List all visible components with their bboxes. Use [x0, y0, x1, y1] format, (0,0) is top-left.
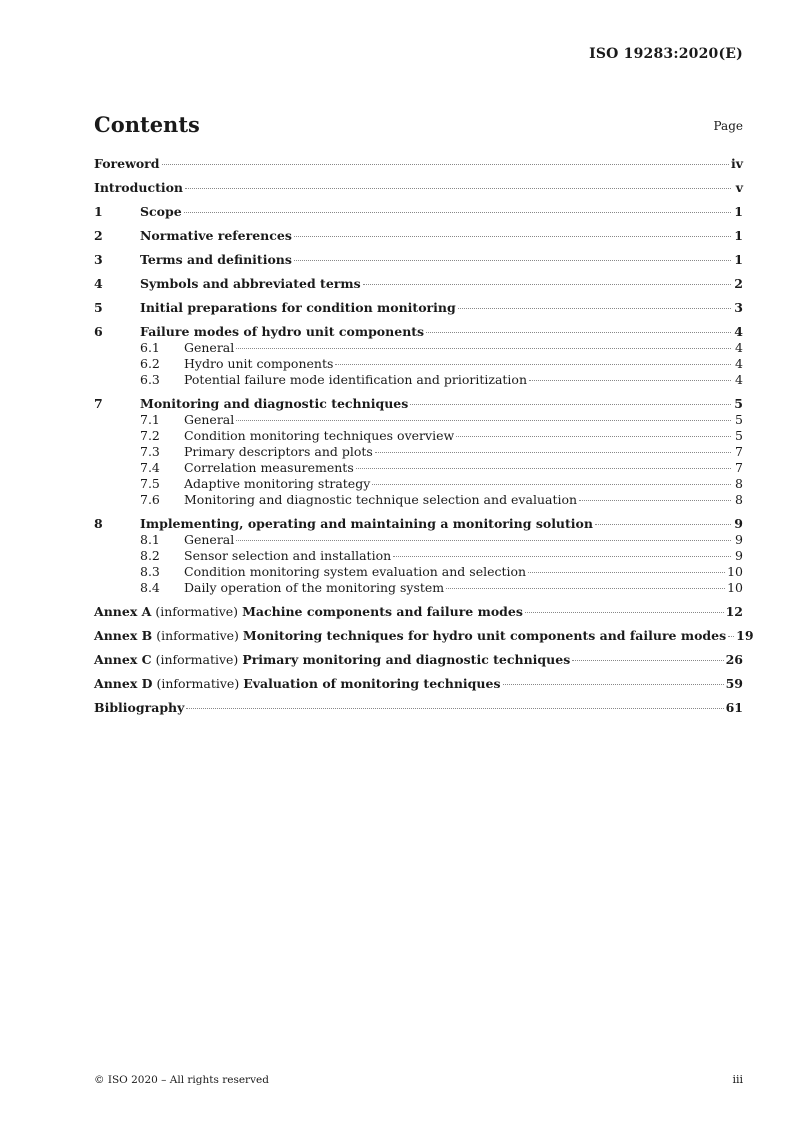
toc-dot-leader: [356, 468, 731, 469]
toc-dot-leader: [529, 380, 731, 381]
toc-entry[interactable]: [94, 356, 743, 372]
toc-entry-number: 6.2: [140, 356, 160, 371]
toc-entry-page: 9: [734, 516, 743, 531]
toc-entry-page: 5: [735, 412, 743, 427]
toc-entry-number: 4: [94, 276, 103, 291]
toc-entry-page: 10: [727, 580, 743, 595]
toc-entry[interactable]: [94, 300, 743, 316]
toc-entry-number: 6: [94, 324, 103, 339]
toc-entry-number: 7.1: [140, 412, 160, 427]
toc-entry[interactable]: [94, 652, 743, 668]
toc-entry-title: General: [184, 412, 235, 427]
toc-entry-title: Daily operation of the monitoring system: [184, 580, 445, 595]
toc-entry[interactable]: [94, 676, 743, 692]
toc-entry[interactable]: [94, 700, 743, 716]
toc-dot-leader: [236, 348, 731, 349]
toc-dot-leader: [162, 164, 729, 165]
toc-entry[interactable]: [94, 580, 743, 596]
toc-entry-number: 2: [94, 228, 103, 243]
toc-entry[interactable]: [94, 412, 743, 428]
toc-dot-leader: [186, 708, 723, 709]
toc-entry-number: 3: [94, 252, 103, 267]
toc-dot-leader: [294, 260, 731, 261]
toc-dot-leader: [728, 636, 734, 637]
toc-annex-informative: (informative): [156, 628, 239, 643]
toc-entry[interactable]: [94, 340, 743, 356]
toc-dot-leader: [446, 588, 725, 589]
copyright-notice: © ISO 2020 – All rights reserved: [94, 1074, 269, 1086]
toc-entry-number: 7.3: [140, 444, 160, 459]
toc-entry-title: Adaptive monitoring strategy: [184, 476, 371, 491]
toc-entry[interactable]: [94, 156, 743, 172]
toc-entry-page: 7: [735, 444, 743, 459]
toc-entry-page: iv: [730, 156, 743, 171]
toc-entry-title: General: [184, 532, 235, 547]
toc-entry-number: 7.6: [140, 492, 160, 507]
toc-dot-leader: [393, 556, 731, 557]
toc-entry-title: Evaluation of monitoring techniques: [243, 676, 501, 691]
toc-entry-title: Potential failure mode identification and prioritization: [184, 372, 528, 387]
toc-dot-leader: [185, 188, 731, 189]
toc-dot-leader: [503, 684, 724, 685]
toc-entry-page: 1: [734, 252, 743, 267]
toc-entry-page: 1: [734, 228, 743, 243]
toc-annex-prefix: Annex C: [94, 652, 152, 667]
toc-dot-leader: [372, 484, 731, 485]
toc-entry[interactable]: [94, 444, 743, 460]
toc-entry-title: Foreword: [94, 156, 160, 171]
toc-entry-page: 19: [736, 628, 754, 643]
toc-entry-number: 6.3: [140, 372, 160, 387]
toc-entry-number: 7: [94, 396, 103, 411]
contents-title: Contents: [94, 112, 200, 137]
toc-entry-page: 4: [735, 356, 743, 371]
toc-entry-page: 8: [735, 492, 743, 507]
toc-entry-title: Normative references: [140, 228, 292, 243]
toc-entry-title: Terms and definitions: [140, 252, 292, 267]
toc-entry-number: 8.3: [140, 564, 160, 579]
toc-entry-page: 4: [734, 324, 743, 339]
toc-entry-page: 4: [735, 372, 743, 387]
toc-entry-page: 8: [735, 476, 743, 491]
toc-entry-number: 8: [94, 516, 103, 531]
toc-dot-leader: [456, 436, 731, 437]
toc-dot-leader: [595, 524, 731, 525]
toc-entry-page: 7: [735, 460, 743, 475]
toc-entry-page: v: [735, 180, 743, 195]
toc-entry[interactable]: [94, 396, 743, 412]
toc-dot-leader: [184, 212, 731, 213]
toc-entry-title: Monitoring techniques for hydro unit components and failure modes: [242, 628, 727, 643]
toc-entry-page: 12: [725, 604, 743, 619]
toc-entry-page: 5: [734, 396, 743, 411]
toc-entry[interactable]: [94, 628, 754, 644]
toc-entry-number: 7.5: [140, 476, 160, 491]
toc-dot-leader: [579, 500, 731, 501]
toc-annex-prefix: Annex B: [94, 628, 153, 643]
toc-entry[interactable]: [94, 324, 743, 340]
toc-dot-leader: [363, 284, 731, 285]
toc-dot-leader: [236, 420, 731, 421]
toc-annex-prefix: Annex A: [94, 604, 152, 619]
document-id: ISO 19283:2020(E): [589, 46, 743, 62]
toc-entry-number: 1: [94, 204, 103, 219]
toc-entry-title: General: [184, 340, 235, 355]
toc-entry-page: 9: [735, 532, 743, 547]
toc-dot-leader: [236, 540, 731, 541]
toc-entry-title: Initial preparations for condition monitoring: [140, 300, 456, 315]
toc-dot-leader: [458, 308, 731, 309]
toc-entry[interactable]: [94, 564, 743, 580]
table-of-contents: [94, 156, 754, 716]
toc-entry-title: Monitoring and diagnostic technique selection and evaluation: [184, 492, 578, 507]
toc-dot-leader: [335, 364, 731, 365]
toc-entry[interactable]: [94, 204, 743, 220]
toc-entry-page: 1: [734, 204, 743, 219]
toc-entry[interactable]: [94, 492, 743, 508]
toc-entry-title: Machine components and failure modes: [242, 604, 523, 619]
toc-entry[interactable]: [94, 532, 743, 548]
toc-entry-page: 2: [734, 276, 743, 291]
toc-annex-informative: (informative): [156, 676, 240, 691]
toc-entry-title: Primary descriptors and plots: [184, 444, 373, 459]
toc-dot-leader: [572, 660, 723, 661]
page-column-label: Page: [713, 119, 743, 133]
toc-entry-page: 3: [734, 300, 743, 315]
toc-entry-number: 6.1: [140, 340, 160, 355]
toc-entry-number: 7.4: [140, 460, 160, 475]
toc-dot-leader: [294, 236, 731, 237]
toc-dot-leader: [528, 572, 725, 573]
toc-entry[interactable]: [94, 372, 743, 388]
toc-annex-prefix: Annex D: [94, 676, 153, 691]
toc-entry-number: 5: [94, 300, 103, 315]
toc-entry-title: Correlation measurements: [184, 460, 354, 475]
toc-entry-title: Condition monitoring system evaluation and selection: [184, 564, 527, 579]
toc-dot-leader: [410, 404, 731, 405]
toc-entry-page: 10: [727, 564, 743, 579]
toc-entry-title: Symbols and abbreviated terms: [140, 276, 361, 291]
toc-annex-informative: (informative): [155, 604, 239, 619]
toc-entry-title: Primary monitoring and diagnostic techniques: [242, 652, 571, 667]
toc-entry-page: 26: [725, 652, 743, 667]
toc-entry-number: 8.4: [140, 580, 160, 595]
toc-entry-number: 7.2: [140, 428, 160, 443]
toc-entry[interactable]: [94, 476, 743, 492]
toc-entry-page: 61: [725, 700, 743, 715]
toc-entry[interactable]: [94, 252, 743, 268]
toc-annex-informative: (informative): [155, 652, 239, 667]
toc-entry-page: 5: [735, 428, 743, 443]
toc-entry[interactable]: [94, 276, 743, 292]
toc-entry[interactable]: [94, 604, 743, 620]
toc-dot-leader: [426, 332, 731, 333]
toc-entry[interactable]: [94, 516, 743, 532]
toc-entry-title: Implementing, operating and maintaining a monitoring solution: [140, 516, 593, 531]
toc-entry[interactable]: [94, 180, 743, 196]
toc-entry-title: Sensor selection and installation: [184, 548, 392, 563]
toc-entry[interactable]: [94, 428, 743, 444]
toc-entry-title: Condition monitoring techniques overview: [184, 428, 455, 443]
page-number: iii: [732, 1073, 743, 1086]
toc-entry[interactable]: [94, 228, 743, 244]
toc-entry[interactable]: [94, 460, 743, 476]
toc-entry-title: Hydro unit components: [184, 356, 334, 371]
toc-entry-page: 4: [735, 340, 743, 355]
toc-entry-page: 59: [725, 676, 743, 691]
toc-entry-title: Bibliography: [94, 700, 185, 715]
toc-entry-title: Monitoring and diagnostic techniques: [140, 396, 409, 411]
toc-entry-number: 8.1: [140, 532, 160, 547]
toc-dot-leader: [375, 452, 731, 453]
toc-entry-title: Failure modes of hydro unit components: [140, 324, 425, 339]
toc-entry-title: Scope: [140, 204, 182, 219]
toc-entry-page: 9: [735, 548, 743, 563]
toc-entry[interactable]: [94, 548, 743, 564]
toc-dot-leader: [525, 612, 724, 613]
toc-entry-title: Introduction: [94, 180, 184, 195]
toc-entry-number: 8.2: [140, 548, 160, 563]
